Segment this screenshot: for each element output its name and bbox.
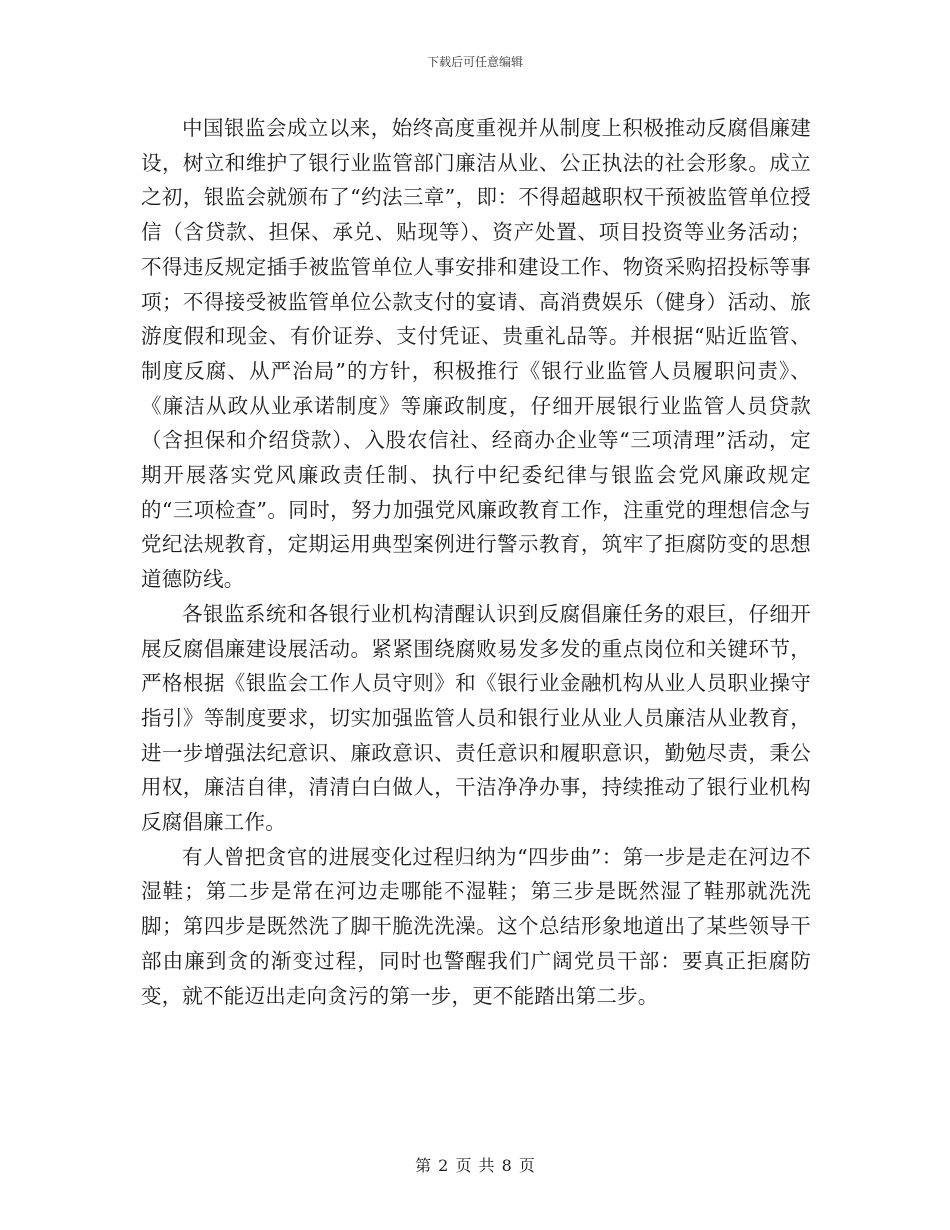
document-body: [141, 111, 811, 1013]
paragraph-3: 有人曾把贪官的进展变化过程归纳为“四步曲”：第一步是走在河边不湿鞋；第二步是常在河边走哪能不湿鞋；第三步是既然湿了鞋那就洗洗脚；第四步是既然洗了脚干脆洗洗澡。这个总结形象地道出了某些领导干部由廉到贪的渐变过程，同时也警醒我们广阔党员干部：要真正拒腐防变，就不能迈出走向贪污的第一步，更不能踏出第二步。: [141, 844, 811, 1008]
paragraph-2: 各银监系统和各银行业机构清醒认识到反腐倡廉任务的艰巨，仔细开展反腐倡廉建设展活动。紧紧围绕腐败易发多发的重点岗位和关键环节，严格根据《银监会工作人员守则》和《银行业金融机构从业人员职业操守指引》等制度要求，切实加强监管人员和银行业从业人员廉洁从业教育，进一步增强法纪意识、廉政意识、责任意识和履职意识，勤勉尽责，秉公用权，廉洁自律，清清白白做人，干洁净净办事，持续推动了银行业机构反腐倡廉工作。: [141, 601, 811, 835]
page-number-footer: 第 2 页 共 8 页: [415, 1156, 535, 1175]
paragraph-1: 中国银监会成立以来，始终高度重视并从制度上积极推动反腐倡廉建设，树立和维护了银行业监管部门廉洁从业、公正执法的社会形象。成立之初，银监会就颁布了“约法三章”，即：不得超越职权干预被监管单位授信（含贷款、担保、承兑、贴现等）、资产处置、项目投资等业务活动；不得违反规定插手被监管单位人事安排和建设工作、物资采购招投标等事项；不得接受被监管单位公款支付的宴请、高消费娱乐（健身）活动、旅游度假和现金、有价证券、支付凭证、贵重礼品等。并根据“贴近监管、制度反腐、从严治局”的方针，积极推行《银行业监管人员履职问责》、《廉洁从政从业承诺制度》等廉政制度，仔细开展银行业监管人员贷款（含担保和介绍贷款）、入股农信社、经商办企业等“三项清理”活动，定期开展落实党风廉政责任制、执行中纪委纪律与银监会党风廉政规定的“三项检查”。同时，努力加强党风廉政教育工作，注重党的理想信念与党纪法规教育，定期运用典型案例进行警示教育，筑牢了拒腐防变的思想道德防线。: [141, 116, 811, 592]
page-header: 下载后可任意编辑: [426, 55, 523, 69]
